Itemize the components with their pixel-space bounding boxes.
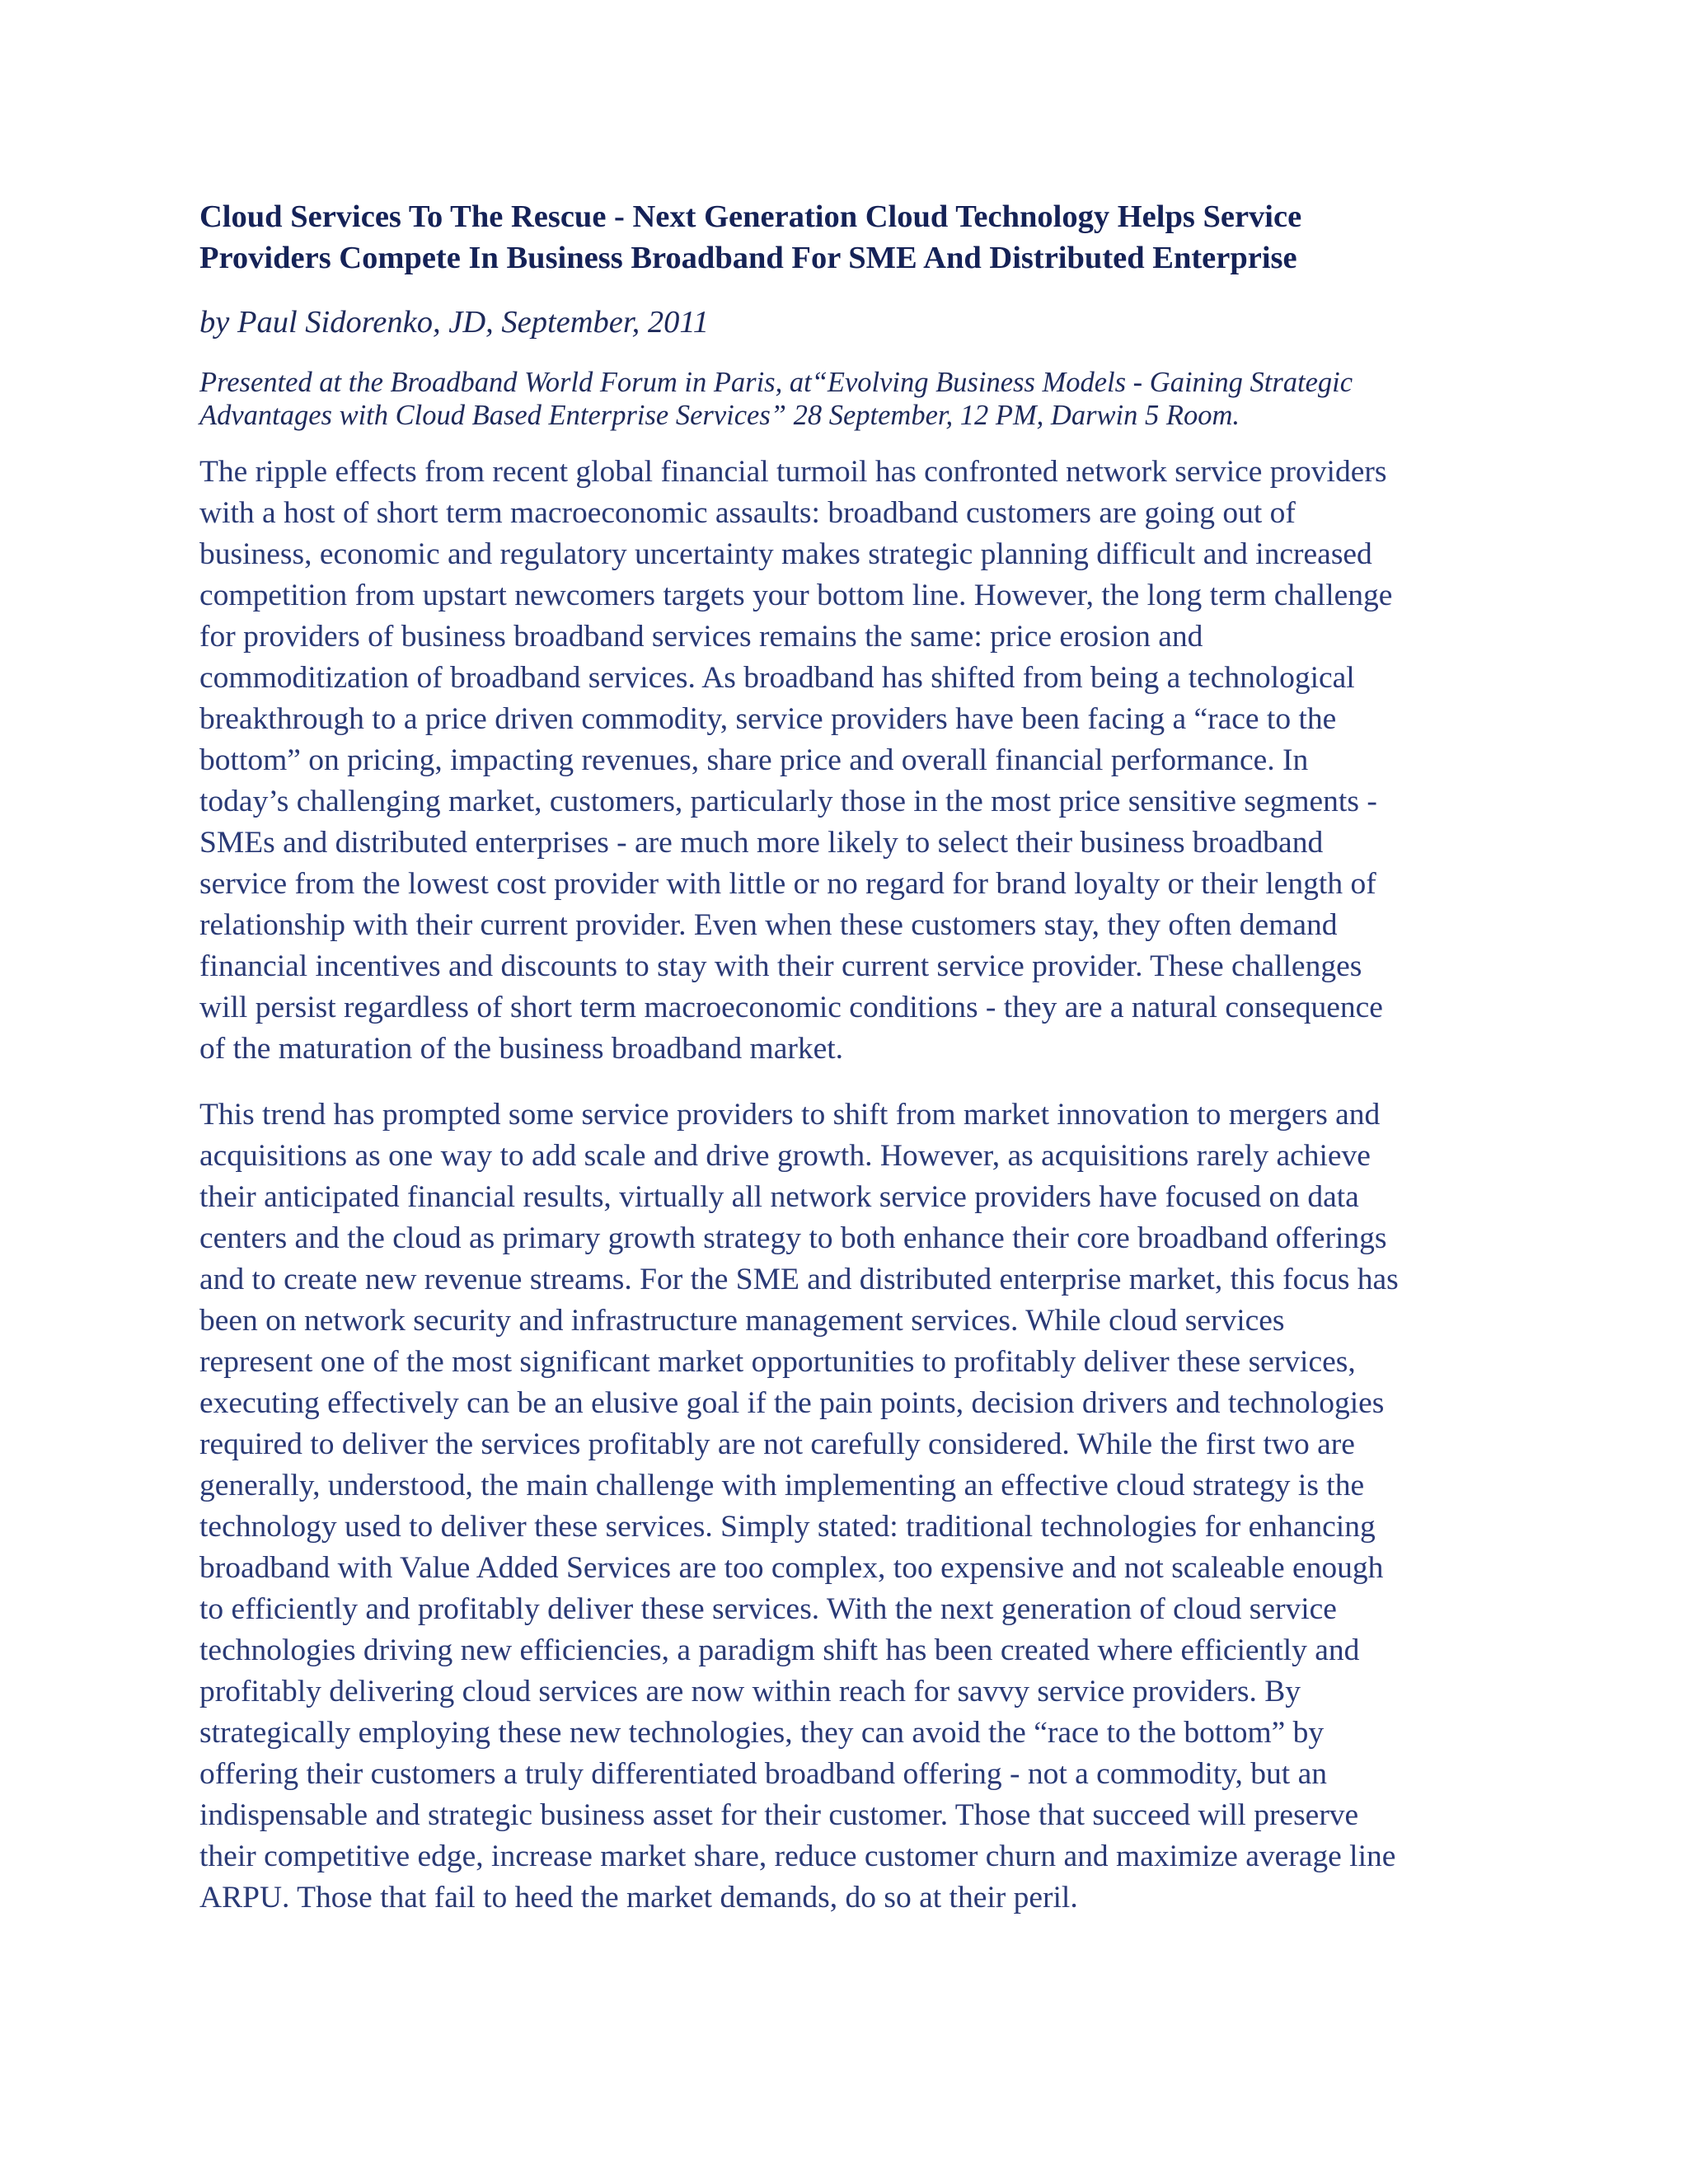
paragraph-line: relationship with their current provider. Even when these customers stay, they often demand — [199, 908, 1338, 942]
paragraph-line: will persist regardless of short term macroeconomic conditions - they are a natural consequence — [199, 991, 1383, 1024]
paragraph-line: bottom” on pricing, impacting revenues, share price and overall financial performance. In — [199, 743, 1309, 777]
paragraph-line: The ripple effects from recent global financial turmoil has confronted network service providers — [199, 455, 1387, 489]
paragraph-line: SMEs and distributed enterprises - are much more likely to select their business broadband — [199, 826, 1324, 860]
paragraph-line: financial incentives and discounts to stay with their current service provider. These challenges — [199, 949, 1362, 983]
paragraph-line: indispensable and strategic business asset for their customer. Those that succeed will preserve — [199, 1798, 1359, 1832]
paragraph-line: their anticipated financial results, virtually all network service providers have focused on data — [199, 1180, 1359, 1214]
paragraph-line: their competitive edge, increase market share, reduce customer churn and maximize average line — [199, 1840, 1396, 1873]
paragraph-line: centers and the cloud as primary growth strategy to both enhance their core broadband offerings — [199, 1221, 1387, 1255]
document-title — [199, 196, 1502, 279]
body-paragraph-1 — [199, 452, 1502, 1070]
paragraph-line: executing effectively can be an elusive goal if the pain points, decision drivers and technologies — [199, 1386, 1385, 1420]
presentation-note-line: Advantages with Cloud Based Enterprise Services” 28 September, 12 PM, Darwin 5 Room. — [199, 400, 1240, 431]
paragraph-line: technologies driving new efficiencies, a paradigm shift has been created where efficiently and — [199, 1633, 1360, 1667]
paragraph-line: profitably delivering cloud services are now within reach for savvy service providers. By — [199, 1675, 1301, 1708]
paragraph-line: for providers of business broadband services remains the same: price erosion and — [199, 620, 1203, 654]
paragraph-line: and to create new revenue streams. For the SME and distributed enterprise market, this focus has — [199, 1263, 1399, 1296]
paragraph-line: generally, understood, the main challenge with implementing an effective cloud strategy is the — [199, 1469, 1365, 1502]
paragraph-line: ARPU. Those that fail to heed the market demands, do so at their peril. — [199, 1881, 1078, 1915]
paragraph-line: with a host of short term macroeconomic assaults: broadband customers are going out of — [199, 496, 1296, 530]
paragraph-line: technology used to deliver these services. Simply stated: traditional technologies for enhancing — [199, 1510, 1376, 1544]
paragraph-line: service from the lowest cost provider with little or no regard for brand loyalty or their length of — [199, 867, 1376, 901]
paragraph-line: commoditization of broadband services. As broadband has shifted from being a technological — [199, 661, 1355, 695]
paragraph-line: required to deliver the services profitably are not carefully considered. While the first two are — [199, 1427, 1355, 1461]
paragraph-line: breakthrough to a price driven commodity, service providers have been facing a “race to the — [199, 702, 1337, 736]
author-byline: by Paul Sidorenko, JD, September, 2011 — [199, 305, 709, 340]
paragraph-line: today’s challenging market, customers, particularly those in the most price sensitive segments - — [199, 785, 1377, 818]
paragraph-line: strategically employing these new technologies, they can avoid the “race to the bottom” by — [199, 1716, 1325, 1750]
presentation-note — [199, 366, 1502, 432]
title-line: Providers Compete In Business Broadband For SME And Distributed Enterprise — [199, 241, 1297, 275]
document-page — [199, 196, 1502, 1919]
title-line: Cloud Services To The Rescue - Next Generation Cloud Technology Helps Service — [199, 199, 1302, 234]
paragraph-line: of the maturation of the business broadband market. — [199, 1032, 844, 1066]
paragraph-line: business, economic and regulatory uncertainty makes strategic planning difficult and increased — [199, 537, 1372, 571]
paragraph-line: This trend has prompted some service providers to shift from market innovation to mergers and — [199, 1098, 1381, 1132]
paragraph-line: been on network security and infrastructure management services. While cloud services — [199, 1304, 1285, 1338]
body-paragraph-2 — [199, 1094, 1502, 1919]
paragraph-line: competition from upstart newcomers targets your bottom line. However, the long term challenge — [199, 579, 1393, 612]
presentation-note-line: Presented at the Broadband World Forum in Paris, at“Evolving Business Models - Gaining Strategic — [199, 367, 1353, 398]
paragraph-line: acquisitions as one way to add scale and drive growth. However, as acquisitions rarely achieve — [199, 1139, 1371, 1173]
paragraph-line: to efficiently and profitably deliver these services. With the next generation of cloud service — [199, 1592, 1337, 1626]
paragraph-line: broadband with Value Added Services are too complex, too expensive and not scaleable enough — [199, 1551, 1384, 1585]
paragraph-line: offering their customers a truly differentiated broadband offering - not a commodity, but an — [199, 1757, 1327, 1791]
paragraph-line: represent one of the most significant market opportunities to profitably deliver these services, — [199, 1345, 1356, 1379]
